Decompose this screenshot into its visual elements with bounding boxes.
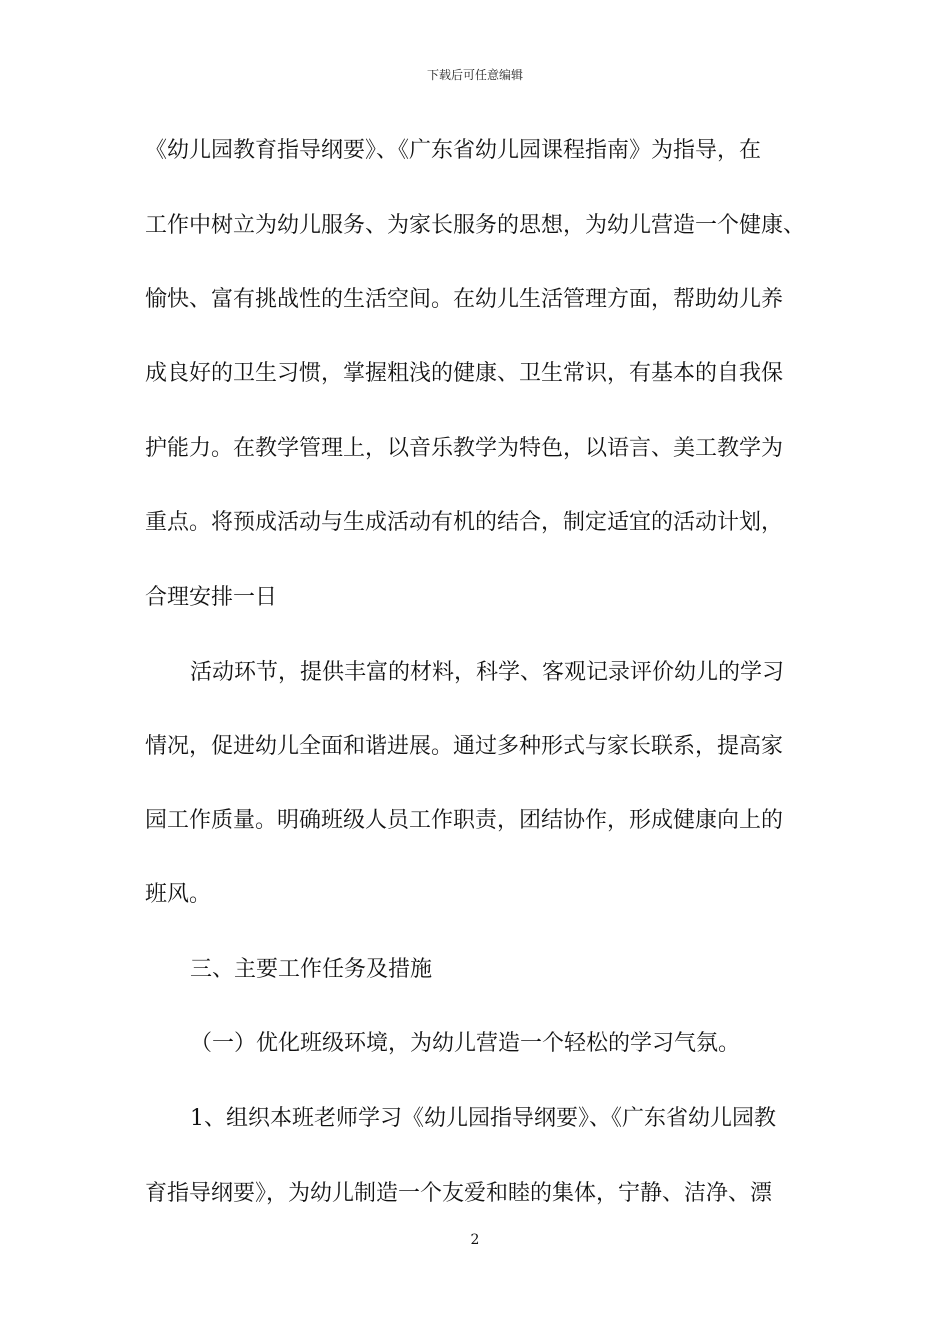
- text-line: 班风。: [145, 882, 212, 907]
- text-line: 愉快、富有挑战性的生活空间。在幼儿生活管理方面，帮助幼儿养: [145, 287, 784, 312]
- text-line: 情况，促进幼儿全面和谐进展。通过多种形式与家长联系，提高家: [145, 734, 784, 759]
- header-note: 下载后可任意编辑: [426, 68, 523, 82]
- text-line: 成良好的卫生习惯，掌握粗浅的健康、卫生常识，有基本的自我保: [145, 361, 784, 386]
- text-line: 活动环节，提供丰富的材料，科学、客观记录评价幼儿的学习: [190, 660, 785, 685]
- text-line: 工作中树立为幼儿服务、为家长服务的思想，为幼儿营造一个健康、: [145, 213, 806, 238]
- text-line: 园工作质量。明确班级人员工作职责，团结协作，形成健康向上的: [145, 808, 784, 833]
- text-line: 护能力。在教学管理上，以音乐教学为特色，以语言、美工教学为: [145, 436, 784, 461]
- text-line: 《幼儿园教育指导纲要》、《广东省幼儿园课程指南》为指导，在: [145, 138, 762, 163]
- section-heading: 三、主要工作任务及措施: [190, 957, 433, 982]
- page-number: 2: [470, 1232, 480, 1248]
- text-line: 育指导纲要》，为幼儿制造一个友爱和睦的集体，宁静、洁净、漂: [145, 1181, 773, 1206]
- text-line: 重点。将预成活动与生成活动有机的结合，制定适宜的活动计划，: [145, 510, 784, 535]
- text-line: 合理安排一日: [145, 585, 278, 610]
- subsection-heading: （一）优化班级环境，为幼儿营造一个轻松的学习气氛。: [190, 1031, 741, 1056]
- text-line: 1、组织本班老师学习《幼儿园指导纲要》、《广东省幼儿园教: [190, 1106, 776, 1131]
